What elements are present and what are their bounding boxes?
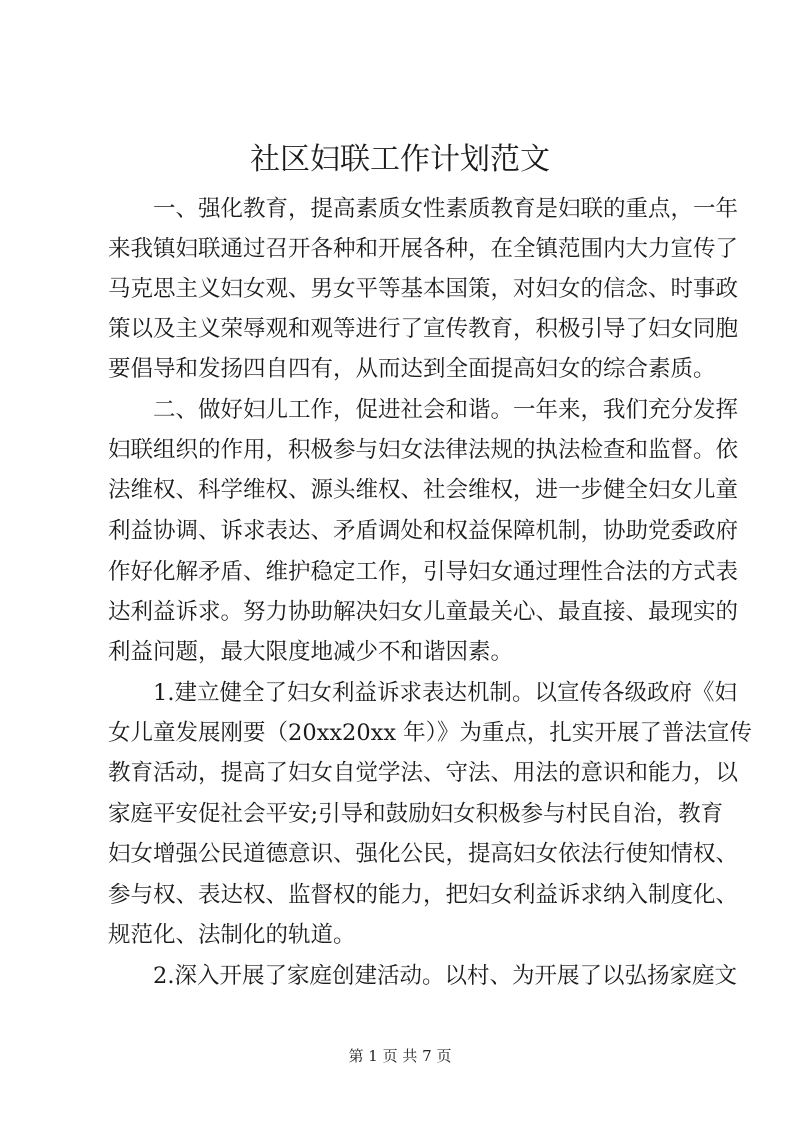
paragraph-line: 策以及主义荣辱观和观等进行了宣传教育，积极引导了妇女同胞 [108,316,739,342]
paragraph-line: 一、强化教育，提高素质女性素质教育是妇联的重点，一年 [153,196,739,222]
document-title: 社区妇联工作计划范文 [250,142,550,177]
paragraph-line: 要倡导和发扬四自四有，从而达到全面提高妇女的综合素质。 [108,356,716,382]
paragraph-line: 利益问题，最大限度地减少不和谐因素。 [108,639,514,665]
paragraph-line: 规范化、法制化的轨道。 [108,922,356,948]
paragraph-line: 来我镇妇联通过召开各种和开展各种，在全镇范围内大力宣传了 [108,236,739,262]
paragraph-line: 家庭平安促社会平安;引导和鼓励妇女积极参与村民自治，教育 [108,801,724,827]
paragraph-line: 作好化解矛盾、维护稳定工作，引导妇女通过理性合法的方式表 [108,559,739,585]
paragraph-line: 参与权、表达权、监督权的能力，把妇女利益诉求纳入制度化、 [108,882,739,908]
paragraph-line: 2.深入开展了家庭创建活动。以村、为开展了以弘扬家庭文 [153,963,737,989]
paragraph-line: 女儿童发展刚要（20xx20xx 年）》为重点，扎实开展了普法宣传 [108,720,752,746]
paragraph-line: 达利益诉求。努力协助解决妇女儿童最关心、最直接、最现实的 [108,599,739,625]
paragraph-line: 妇联组织的作用，积极参与妇女法律法规的执法检查和监督。依 [108,437,739,463]
paragraph-line: 二、做好妇儿工作，促进社会和谐。一年来，我们充分发挥 [153,397,739,423]
paragraph-line: 1.建立健全了妇女利益诉求表达机制。以宣传各级政府《妇 [153,680,737,706]
paragraph-line: 法维权、科学维权、源头维权、社会维权，进一步健全妇女儿童 [108,477,739,503]
page-number-footer: 第 1 页 共 7 页 [348,1047,452,1065]
paragraph-line: 马克思主义妇女观、男女平等基本国策，对妇女的信念、时事政 [108,276,739,302]
paragraph-line: 妇女增强公民道德意识、强化公民，提高妇女依法行使知情权、 [108,841,739,867]
paragraph-line: 教育活动，提高了妇女自觉学法、守法、用法的意识和能力，以 [108,760,739,786]
paragraph-line: 利益协调、诉求表达、矛盾调处和权益保障机制，协助党委政府 [108,518,739,544]
